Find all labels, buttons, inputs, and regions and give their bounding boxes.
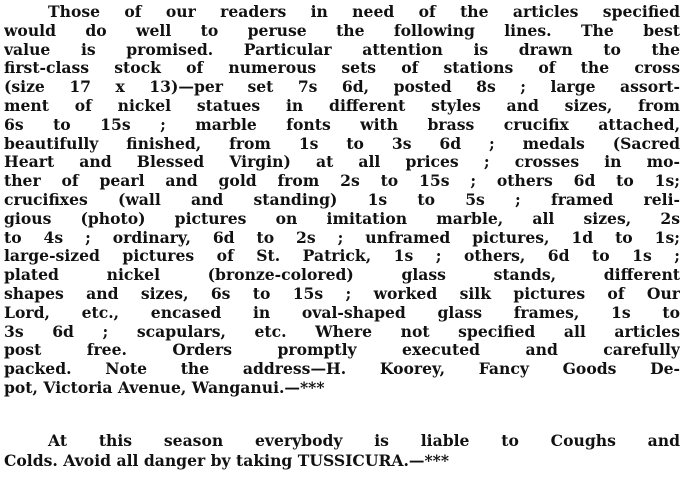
text-line: crucifixes (wall and standing) 1s to 5s ; framed reli- xyxy=(4,190,680,209)
text-line: plated nickel (bronze-colored) glass stands, different xyxy=(4,266,680,285)
text-line: ther of pearl and gold from 2s to 15s ; others 6d to 1s; xyxy=(4,172,680,191)
text-line: ment of nickel statues in different styles and sizes, from xyxy=(4,96,680,115)
text-line: Heart and Blessed Virgin) at all prices ; crosses in mo- xyxy=(4,153,680,172)
text-line: 6s to 15s ; marble fonts with brass crucifix attached, xyxy=(4,115,680,134)
text-line: value is promised. Particular attention is drawn to the xyxy=(4,40,680,59)
koorey-fancy-goods-advert-paragraph xyxy=(4,3,680,398)
text-line: (size 17 x 13)—per set 7s 6d, posted 8s ; large assort- xyxy=(4,78,680,97)
text-line: to 4s ; ordinary, 6d to 2s ; unframed pictures, 1d to 1s; xyxy=(4,228,680,247)
text-line: gious (photo) pictures on imitation marble, all sizes, 2s xyxy=(4,209,680,228)
text-line: Lord, etc., encased in oval-shaped glass frames, 1s to xyxy=(4,303,680,322)
text-line: At this season everybody is liable to Coughs and xyxy=(48,431,680,450)
text-line: post free. Orders promptly executed and carefully xyxy=(4,341,680,360)
text-line: shapes and sizes, 6s to 15s ; worked silk pictures of Our xyxy=(4,284,680,303)
text-line: pot, Victoria Avenue, Wanganui.—*** xyxy=(4,378,325,397)
text-line: packed. Note the address—H. Koorey, Fancy Goods De- xyxy=(4,360,680,379)
text-line: 3s 6d ; scapulars, etc. Where not specified all articles xyxy=(4,322,680,341)
text-line: large-sized pictures of St. Patrick, 1s ; others, 6d to 1s ; xyxy=(4,247,680,266)
text-line: first-class stock of numerous sets of stations of the cross xyxy=(4,59,680,78)
text-line: would do well to peruse the following lines. The best xyxy=(4,21,680,40)
tussicura-advert-paragraph xyxy=(4,431,680,470)
text-line: beautifully finished, from 1s to 3s 6d ; medals (Sacred xyxy=(4,134,680,153)
text-line: Colds. Avoid all danger by taking TUSSICURA.—*** xyxy=(4,450,449,470)
text-line: Those of our readers in need of the articles specified xyxy=(48,3,680,21)
